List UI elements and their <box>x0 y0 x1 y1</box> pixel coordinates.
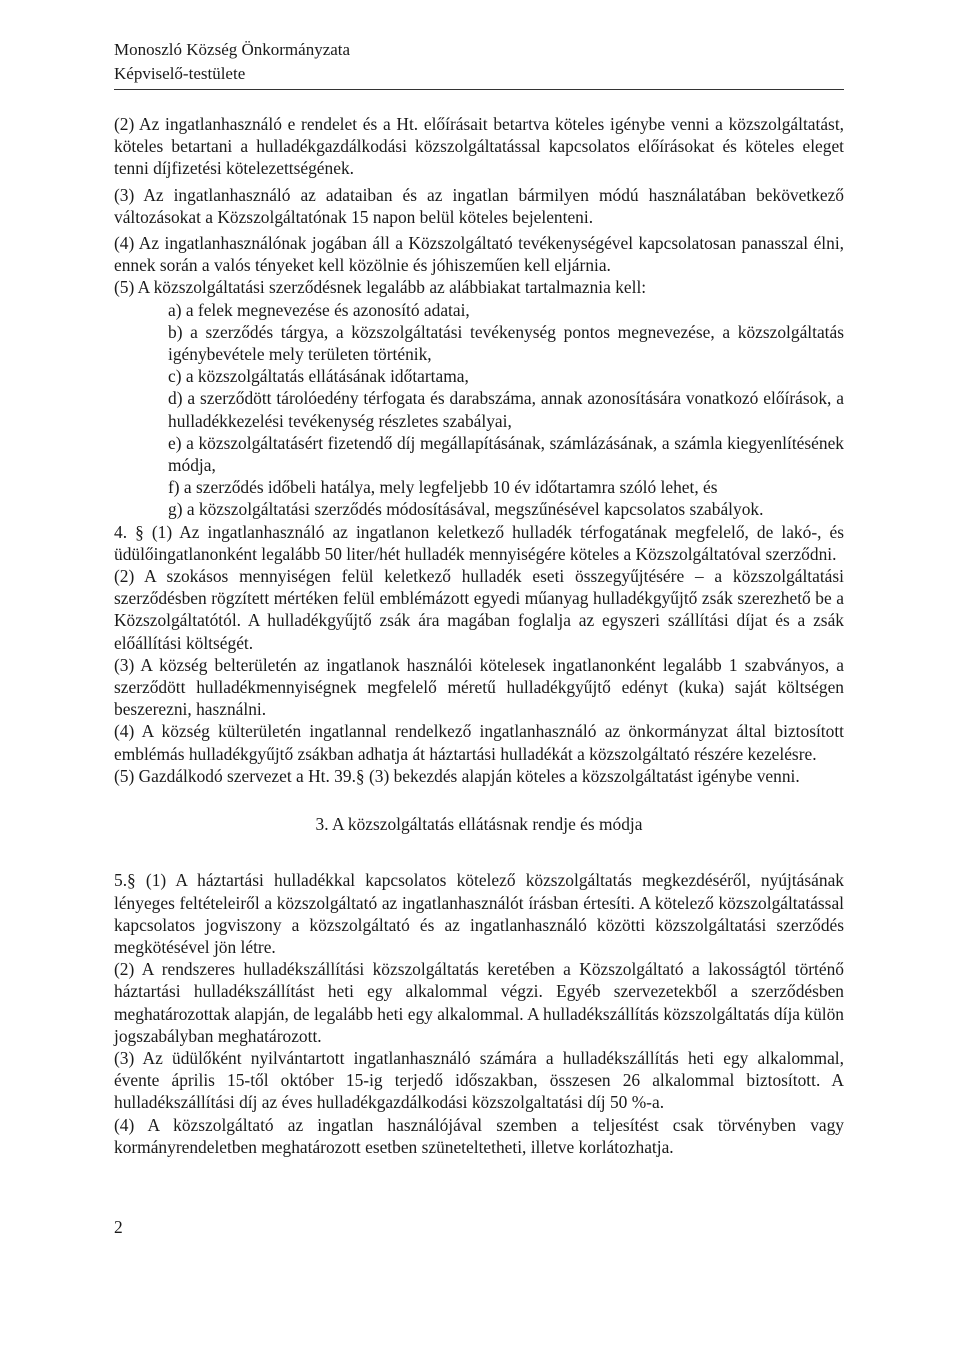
header-rule <box>114 89 844 90</box>
paragraph: (4) Az ingatlanhasználónak jogában áll a Közszolgáltató tevékenységével kapcsolatosan panasszal élni, ennek során a valós tényeket kell közölnie és jóhiszeműen kell eljárnia. <box>114 233 844 276</box>
paragraph: (3) A község belterületén az ingatlanok használói kötelesek ingatlanonként legalább 1 szabványos, a szerződött hulladékmennyiségnek megfelelő méretű hulladékgyűjtő edényt (kuka) saját költségen beszerezni, használni. <box>114 654 844 720</box>
paragraph: (2) A szokásos mennyiségen felül keletkező hulladék eseti összegyűjtésére – a közszolgáltatási szerződésben rögzített mértéken felül emblémázott egyedi műanyag hulladékgyűjtő zsák szerezhető be a Közszolgáltatótól. A hulladékgyűjtő zsák ára magában foglalja az egyszeri szállítási díjat és a zsák előállítási költségét. <box>114 566 844 653</box>
list-item: e) a közszolgáltatásért fizetendő díj megállapításának, számlázásának, a számla kiegyenlítésének módja, <box>168 432 844 476</box>
paragraph: (2) A rendszeres hulladékszállítási közszolgáltatás keretében a Közszolgáltató a lakosságtól történő háztartási hulladékszállítást heti egy alkalommal végzi. Egyéb szervezetekből a szerződésben meghatározottak alapján, de legalább heti egy alkalommal. A hulladékszállítás közszolgáltatás díja külön jogszabályban meghatározott. <box>114 959 844 1046</box>
header-municipality: Monoszló Község Önkormányzata <box>114 40 351 59</box>
page-header <box>114 38 844 86</box>
list-item: c) a közszolgáltatás ellátásának időtartama, <box>168 366 469 387</box>
header-body: Képviselő-testülete <box>114 64 246 83</box>
list-item: b) a szerződés tárgya, a közszolgáltatási tevékenység pontos megnevezése, a közszolgáltatás igénybevétele mely területen történik, <box>168 321 844 365</box>
section-heading: 3. A közszolgáltatás ellátásnak rendje és módja <box>315 814 643 835</box>
paragraph: 5.§ (1) A háztartási hulladékkal kapcsolatos kötelező közszolgáltatás megkezdéséről, nyújtásának lényeges feltételeiről a közszolgáltató az ingatlanhasználót írásban értesíti. A kötelező közszolgáltatással kapcsolatos jogviszony a közszolgáltató és az ingatlanhasználó közötti közszolgáltatási szerződés megkötésével jön létre. <box>114 870 844 957</box>
paragraph: (5) Gazdálkodó szervezet a Ht. 39.§ (3) bekezdés alapján köteles a közszolgáltatást igénybe venni. <box>114 765 800 786</box>
list-item: f) a szerződés időbeli hatálya, mely legfeljebb 10 év időtartamra szóló lehet, és <box>168 477 718 498</box>
document-body <box>114 113 844 1158</box>
paragraph: 4. § (1) Az ingatlanhasználó az ingatlanon keletkező hulladék térfogatának megfelelő, de lakó-, és üdülőingatlanonként legalább 50 liter/hét hulladék mennyiségére köteles a Közszolgáltatóval szerződni. <box>114 521 844 564</box>
paragraph: (3) Az üdülőként nyilvántartott ingatlanhasználó számára a hulladékszállítás heti egy alkalommal, évente április 15-től október 15-ig terjedő időszakban, összesen 26 alkalommal biztosított. A hulladékszállítási díj az éves hulladékgazdálkodási közszolgaltatási díj 50 %-a. <box>114 1047 844 1113</box>
list-item: g) a közszolgáltatási szerződés módosításával, megszűnésével kapcsolatos szabályok. <box>168 499 764 520</box>
paragraph: (4) A község külterületén ingatlannal rendelkező ingatlanhasználó az önkormányzat által biztosított emblémás hulladékgyűjtő zsákban adhatja át háztartási hulladékát a közszolgáltató részére kezelésre. <box>114 721 844 764</box>
list-item: a) a felek megnevezése és azonosító adatai, <box>168 299 470 320</box>
list-item: d) a szerződött tárolóedény térfogata és darabszáma, annak azonosítására vonatkozó előírások, a hulladékkezelési tevékenység részletes szabályai, <box>168 388 844 431</box>
paragraph: (2) Az ingatlanhasználó e rendelet és a Ht. előírásait betartva köteles igénybe venni a közszolgáltatást, köteles betartani a hulladékgazdálkodási közszolgáltatással kapcsolatos előírásokat és köteles eleget tenni díjfizetési kötelezettségének. <box>114 114 844 179</box>
paragraph: (3) Az ingatlanhasználó az adataiban és az ingatlan bármilyen módú használatában bekövetkező változásokat a Közszolgáltatónak 15 napon belül köteles bejelenteni. <box>114 184 844 227</box>
page-number: 2 <box>114 1217 123 1237</box>
paragraph: (5) A közszolgáltatási szerződésnek legalább az alábbiakat tartalmaznia kell: <box>114 277 647 298</box>
paragraph: (4) A közszolgáltató az ingatlan használójával szemben a teljesítést csak törvényben vagy kormányrendeletben meghatározott esetben szüneteltetheti, illetve korlátozhatja. <box>114 1114 844 1157</box>
